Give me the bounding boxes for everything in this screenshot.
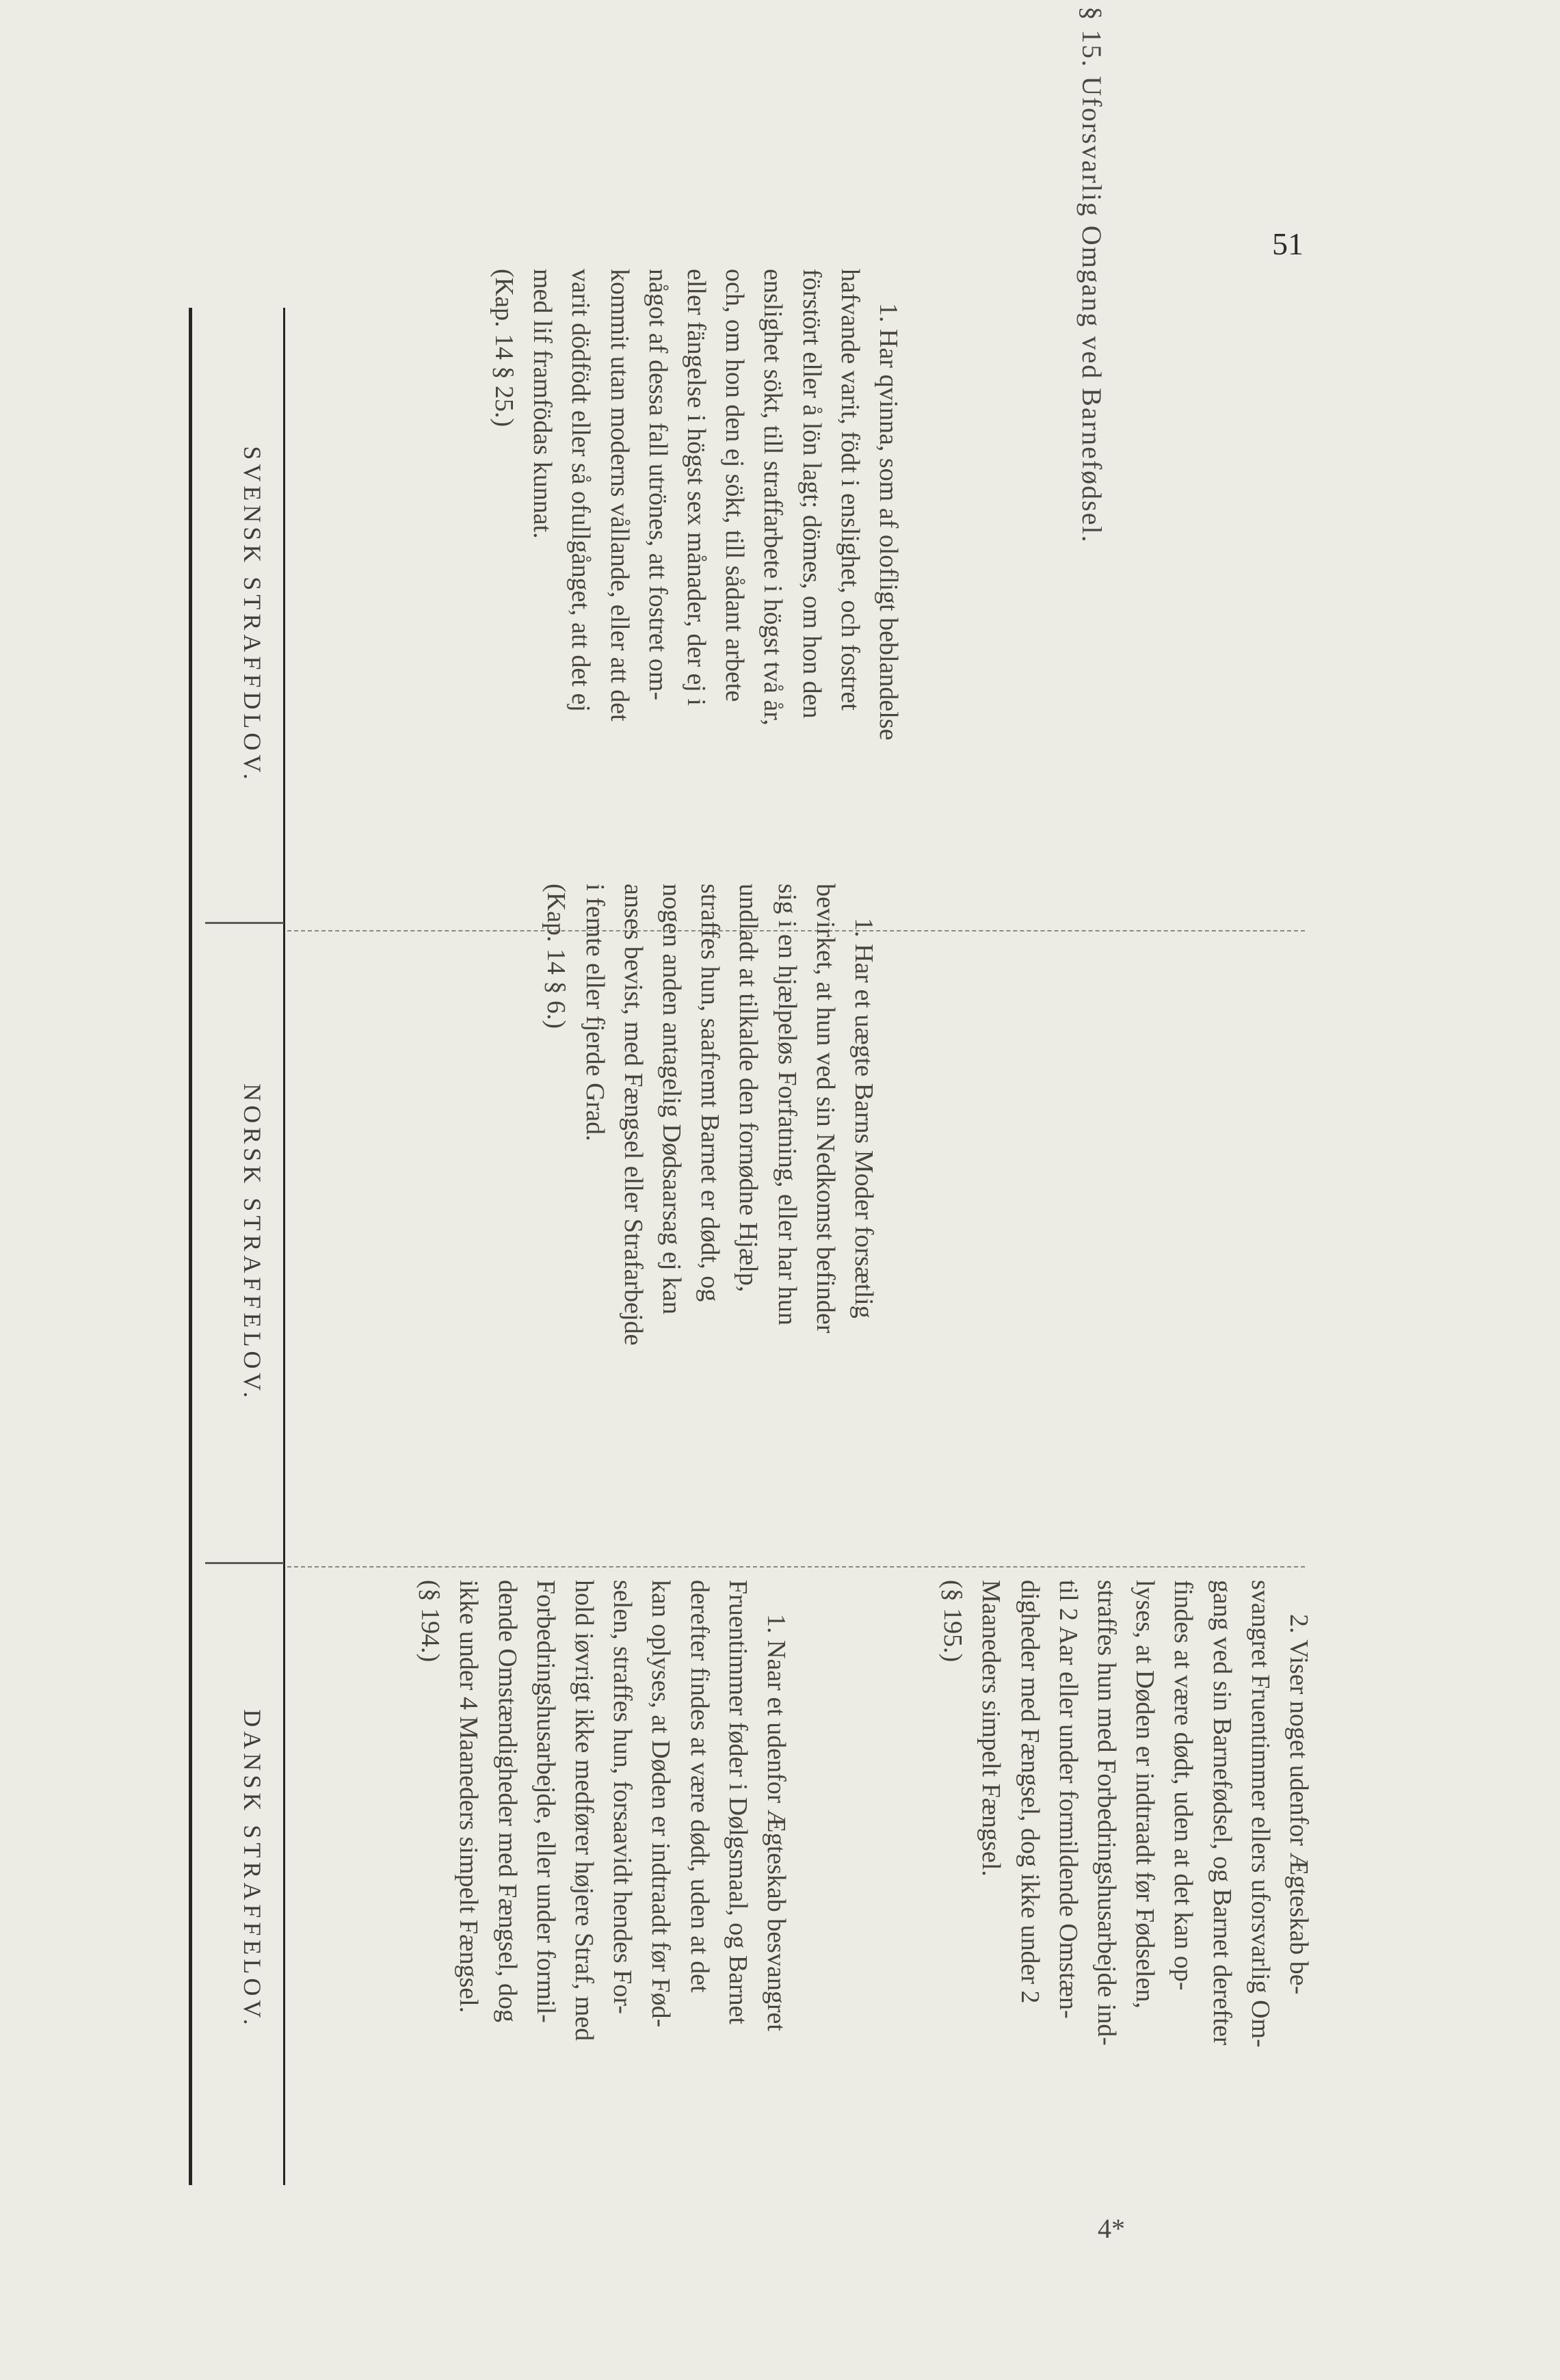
svensk-paragraph-1	[470, 269, 908, 871]
text-line: dende Omstændigheder med Fængsel, dog	[492, 1580, 522, 2022]
text-line: ikke under 4 Maaneders simpelt Fængsel.	[454, 1580, 484, 2013]
text-line: 1. Har qvinna, som af olofligt beblandelse	[874, 303, 903, 741]
text-line: svangret Fruentimmer ellers uforsvarlig Om-	[1245, 1580, 1275, 2048]
signature-mark: 4*	[1098, 2213, 1125, 2244]
text-line: sig i en hjælpeløs Forfatning, eller har hun	[772, 884, 802, 1325]
norsk-citation: (Kap. 14 § 6.)	[542, 884, 571, 1029]
text-line: bevirket, at hun ved sin Nedkomst befinder	[810, 884, 840, 1334]
column-divider-dansk-norsk-dashed	[287, 1566, 1305, 1568]
text-line: förstört eller å lön lagt; dömes, om hon den	[797, 269, 826, 719]
table-left-rule	[189, 308, 192, 2185]
norsk-paragraph-1	[486, 884, 883, 1485]
text-line: findes at være dødt, uden at det kan op-	[1169, 1580, 1198, 1991]
dansk-column-heading: DANSK STRAFFELOV.	[239, 1709, 266, 2029]
text-line: digheder med Fængsel, dog ikke under 2	[1015, 1580, 1044, 2004]
text-line: hafvande varit, födt i enslighet, och fostret	[835, 269, 864, 711]
text-line: nogen anden antagelig Dødsaarsag ej kan	[657, 884, 686, 1314]
svensk-citation: (Kap. 14 § 25.)	[489, 269, 518, 427]
dansk-paragraph-1	[399, 1580, 795, 2182]
norsk-column-heading: NORSK STRAFFELOV.	[239, 1083, 266, 1402]
text-line: enslighet sökt, till straffarbete i högst två år,	[758, 269, 788, 726]
running-head: § 15. Uforsvarlig Omgang ved Barnefødsel.	[1076, 6, 1107, 544]
text-line: i femte eller fjerde Grad.	[580, 884, 609, 1141]
text-line: gang ved sin Barnefødsel, og Barnet derefter	[1207, 1580, 1237, 2046]
svensk-column-heading: SVENSK STRAFFDLOV.	[239, 446, 266, 784]
text-line: med lif framfödas kunnat.	[528, 269, 557, 539]
text-line: 1. Har et uægte Barns Moder forsætlig	[849, 918, 878, 1319]
text-line: eller fängelse i högst sex månader, der ej i	[681, 269, 711, 706]
text-line: straffes hun, saafremt Barnet er dødt, og	[696, 884, 725, 1302]
text-line: Forbedringshusarbejde, eller under formil-	[531, 1580, 560, 2023]
text-line: och, om hon den ej sökt, till sådant arbete	[720, 269, 750, 702]
text-line: selen, straffes hun, forsaavidt hendes For-	[608, 1580, 637, 2014]
text-line: 1. Naar et udenfor Ægteskab besvangret	[762, 1614, 791, 2031]
text-line: anses bevist, med Fængsel eller Strafarbejde	[618, 884, 648, 1346]
dansk-paragraph-2	[921, 1580, 1318, 2182]
text-line: 2. Viser noget udenfor Ægteskab be-	[1284, 1614, 1313, 1995]
dansk-citation-1: (§ 194.)	[416, 1580, 445, 1663]
text-line: hold iøvrigt ikke medfører højere Straf, med	[569, 1580, 598, 2041]
text-line: lyses, at Døden er indtraadt før Fødselen,	[1131, 1580, 1160, 2009]
text-line: undladt at tilkalde den fornødne Hjælp,	[734, 884, 763, 1293]
text-line: varit dödfödt eller så ofullgånget, att det ej	[566, 269, 596, 712]
text-line: något af dessa fall utrönes, att fostret om-	[643, 269, 672, 701]
text-line: til 2 Aar eller under formildende Omstæn-	[1053, 1580, 1083, 2019]
text-line: derefter findes at være dødt, uden at det	[685, 1580, 714, 1993]
text-line: straffes hun med Forbedringshusarbejde ind-	[1092, 1580, 1121, 2046]
page-number: 51	[1272, 226, 1304, 261]
text-line: kommit utan moderns vållande, eller att det	[605, 269, 634, 722]
text-line: Fruentimmer føder i Dølgsmaal, og Barnet	[723, 1580, 752, 2025]
header-divider-rule	[283, 308, 285, 2185]
text-line: Maaneders simpelt Fængsel.	[977, 1580, 1006, 1877]
dansk-citation-2: (§ 195.)	[938, 1580, 968, 1663]
text-line: kan oplyses, at Døden er indtraadt før Fød-	[646, 1580, 676, 2028]
